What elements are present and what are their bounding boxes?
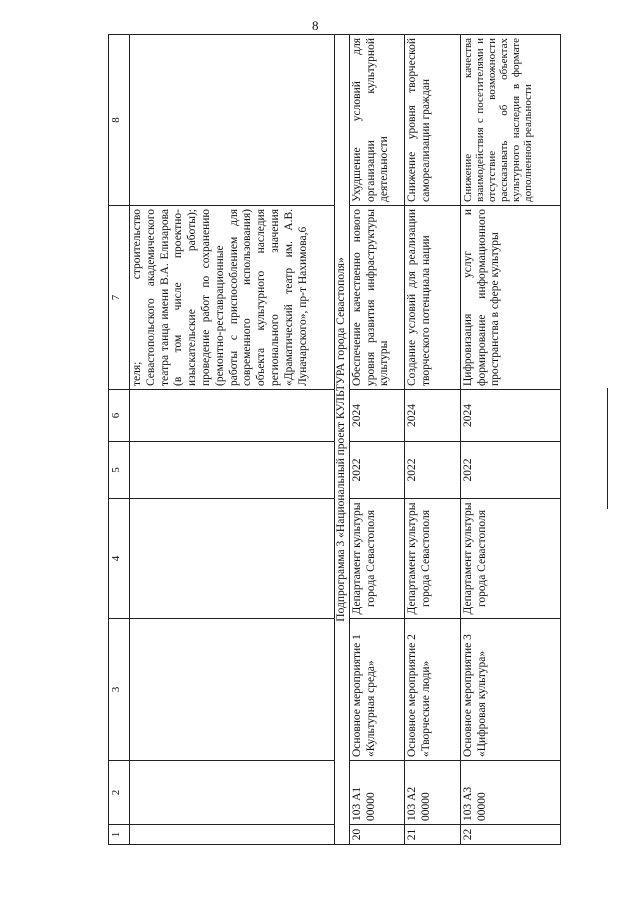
- row-number: 22: [460, 825, 560, 845]
- continuation-text: теля; строительство Севастопольского академического театра танца имени В.А. Елизарова (в том числе проектно-изыскательские работы); проведение работ по сохранению (ремонтно-реставрационные работы с приспособлением для современного использования) объекта культурного наследия регионального значения «Драматический театр им. А.В. Луначарского», пр-т Нахимова,6: [130, 206, 335, 390]
- row-executor: Департамент культуры города Севастополя: [460, 499, 560, 619]
- column-number: 3: [109, 619, 130, 761]
- row-result: Создание условий для реализации творческого потенциала нации: [404, 206, 460, 390]
- table-row: [349, 35, 404, 845]
- row-start-year: 2022: [404, 442, 460, 499]
- row-end-year: 2024: [460, 390, 560, 442]
- row-result: Цифровизация услуг и формирование информационного пространства в сфере культуры: [460, 206, 560, 390]
- subprogram-title: Подпрограмма 3 «Национальный проект КУЛЬТУРА города Севастополя»: [335, 35, 350, 845]
- table-row: [460, 35, 560, 845]
- row-start-year: 2022: [460, 442, 560, 499]
- page-divider-line: [607, 388, 608, 509]
- row-consequence: Снижение уровня творческой самореализации граждан: [404, 35, 460, 206]
- row-start-year: 2022: [349, 442, 404, 499]
- row-code: 103 А2 00000: [404, 761, 460, 825]
- column-number: 4: [109, 499, 130, 619]
- program-table: [108, 34, 561, 845]
- row-number: 20: [349, 825, 404, 845]
- row-consequence: Ухудшение условий для организации культурной деятельности: [349, 35, 404, 206]
- row-end-year: 2024: [404, 390, 460, 442]
- continuation-row: [130, 35, 335, 845]
- column-number: 6: [109, 390, 130, 442]
- column-number-row: [109, 35, 130, 845]
- row-end-year: 2024: [349, 390, 404, 442]
- row-code: 103 А1 00000: [349, 761, 404, 825]
- row-name: Основное мероприятие 3 «Цифровая культура»: [460, 619, 560, 761]
- column-number: 2: [109, 761, 130, 825]
- table-row: [404, 35, 460, 845]
- row-consequence: Снижение качества взаимодействия с посетителями и отсутствие возможности рассказывать об объектах культурного наследия в формате дополненной реальности: [460, 35, 560, 206]
- row-number: 21: [404, 825, 460, 845]
- column-number: 5: [109, 442, 130, 499]
- row-executor: Департамент культуры города Севастополя: [349, 499, 404, 619]
- column-number: 1: [109, 825, 130, 845]
- row-executor: Департамент культуры города Севастополя: [404, 499, 460, 619]
- row-name: Основное мероприятие 2 «Творческие люди»: [404, 619, 460, 761]
- row-name: Основное мероприятие 1 «Культурная среда»: [349, 619, 404, 761]
- page-number: 8: [312, 18, 319, 33]
- column-number: 7: [109, 206, 130, 390]
- row-code: 103 А3 00000: [460, 761, 560, 825]
- row-result: Обеспечение качественно нового уровня развития инфраструктуры культуры: [349, 206, 404, 390]
- subprogram-row: [335, 35, 350, 845]
- rotated-table-container: [108, 35, 631, 845]
- column-number: 8: [109, 35, 130, 206]
